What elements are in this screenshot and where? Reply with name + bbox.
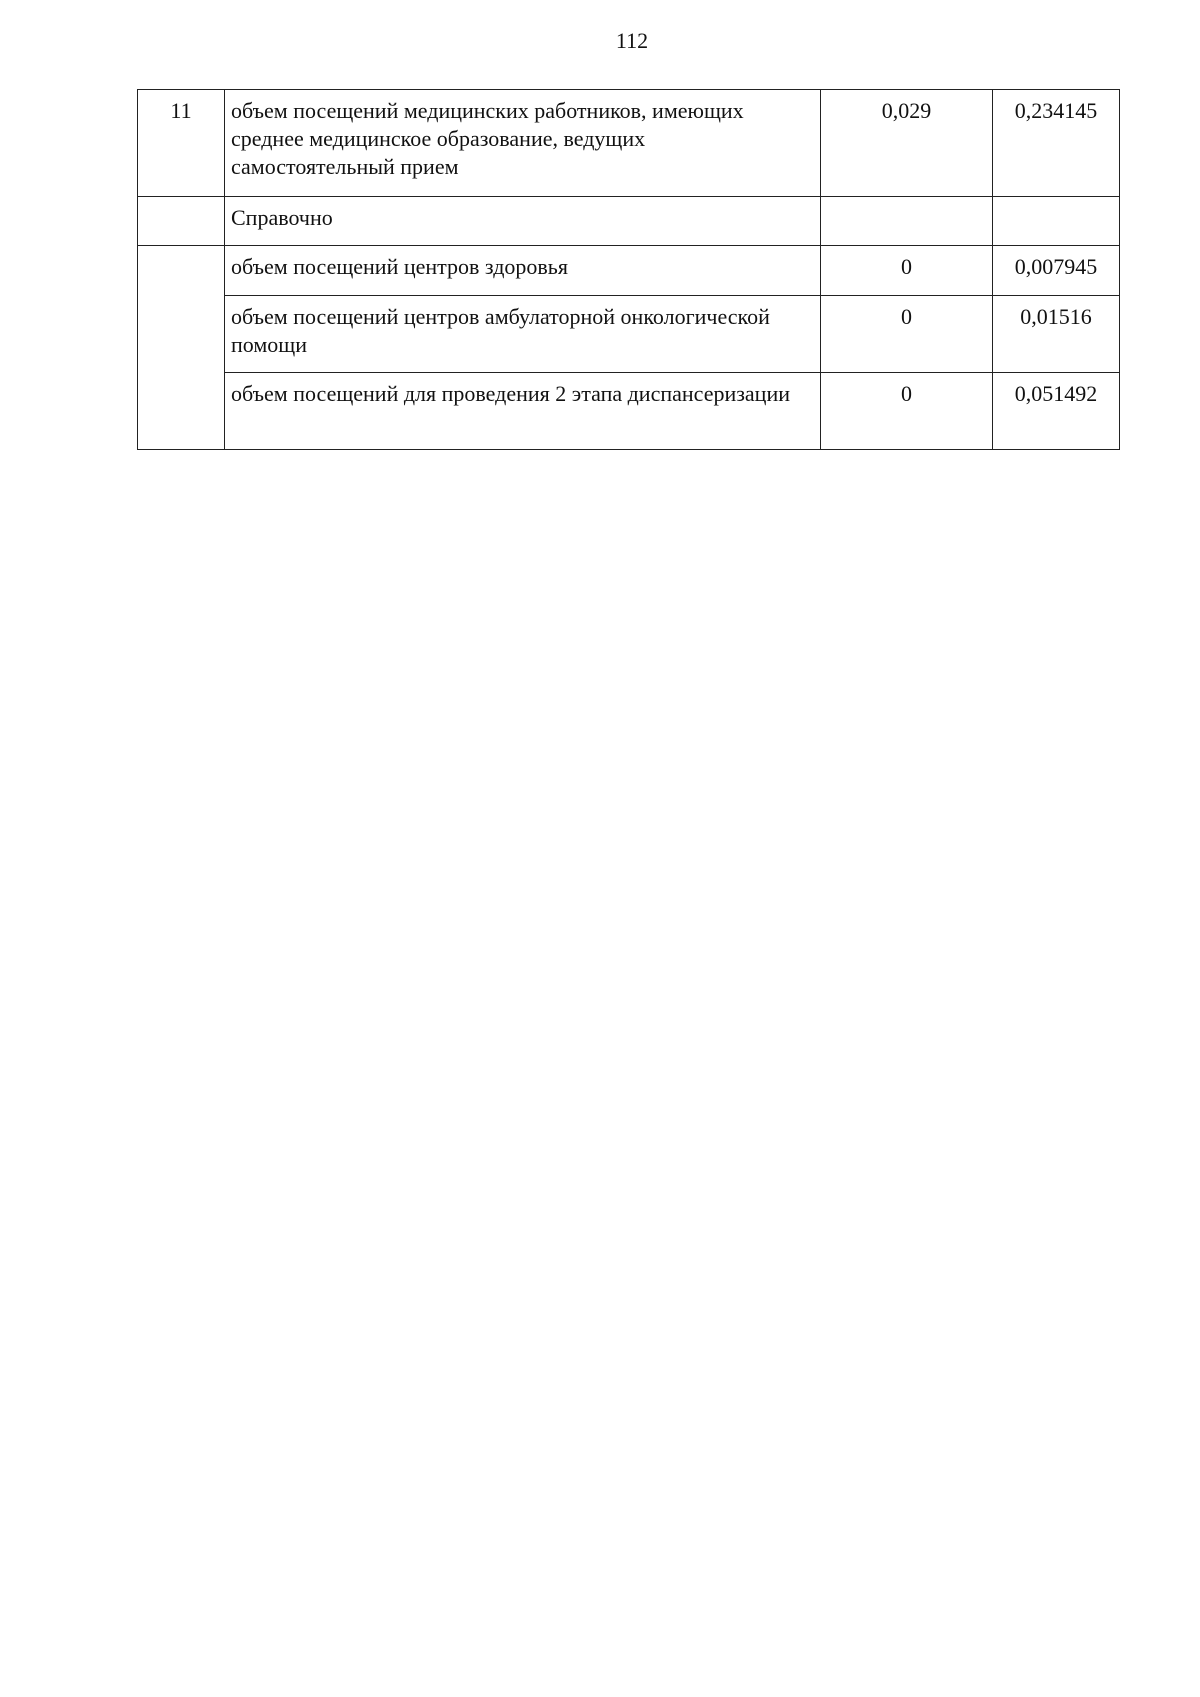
value1-cell: 0,029: [821, 90, 993, 197]
value2-cell: 0,01516: [993, 296, 1120, 373]
value2-cell: [993, 197, 1120, 246]
merged-number-cell: [138, 246, 225, 450]
section-heading-cell: Справочно: [225, 197, 821, 246]
table-row: [138, 246, 1120, 296]
table-row: [138, 373, 1120, 450]
table-row: [138, 90, 1120, 197]
value2-cell: 0,007945: [993, 246, 1120, 296]
value1-cell: 0: [821, 296, 993, 373]
row-number-cell: 11: [138, 90, 225, 197]
value1-cell: 0: [821, 373, 993, 450]
description-cell: объем посещений центров здоровья: [225, 246, 821, 296]
description-cell: объем посещений медицинских работников, имеющих среднее медицинское образование, ведущих самостоятельный прием: [225, 90, 821, 197]
table-row: [138, 197, 1120, 246]
description-cell: объем посещений для проведения 2 этапа диспансеризации: [225, 373, 821, 450]
description-cell: объем посещений центров амбулаторной онкологической помощи: [225, 296, 821, 373]
value1-cell: [821, 197, 993, 246]
data-table: [137, 89, 1120, 450]
row-number-cell: [138, 197, 225, 246]
value1-cell: 0: [821, 246, 993, 296]
value2-cell: 0,051492: [993, 373, 1120, 450]
table-row: [138, 296, 1120, 373]
value2-cell: 0,234145: [993, 90, 1120, 197]
page-number: 112: [615, 28, 649, 53]
